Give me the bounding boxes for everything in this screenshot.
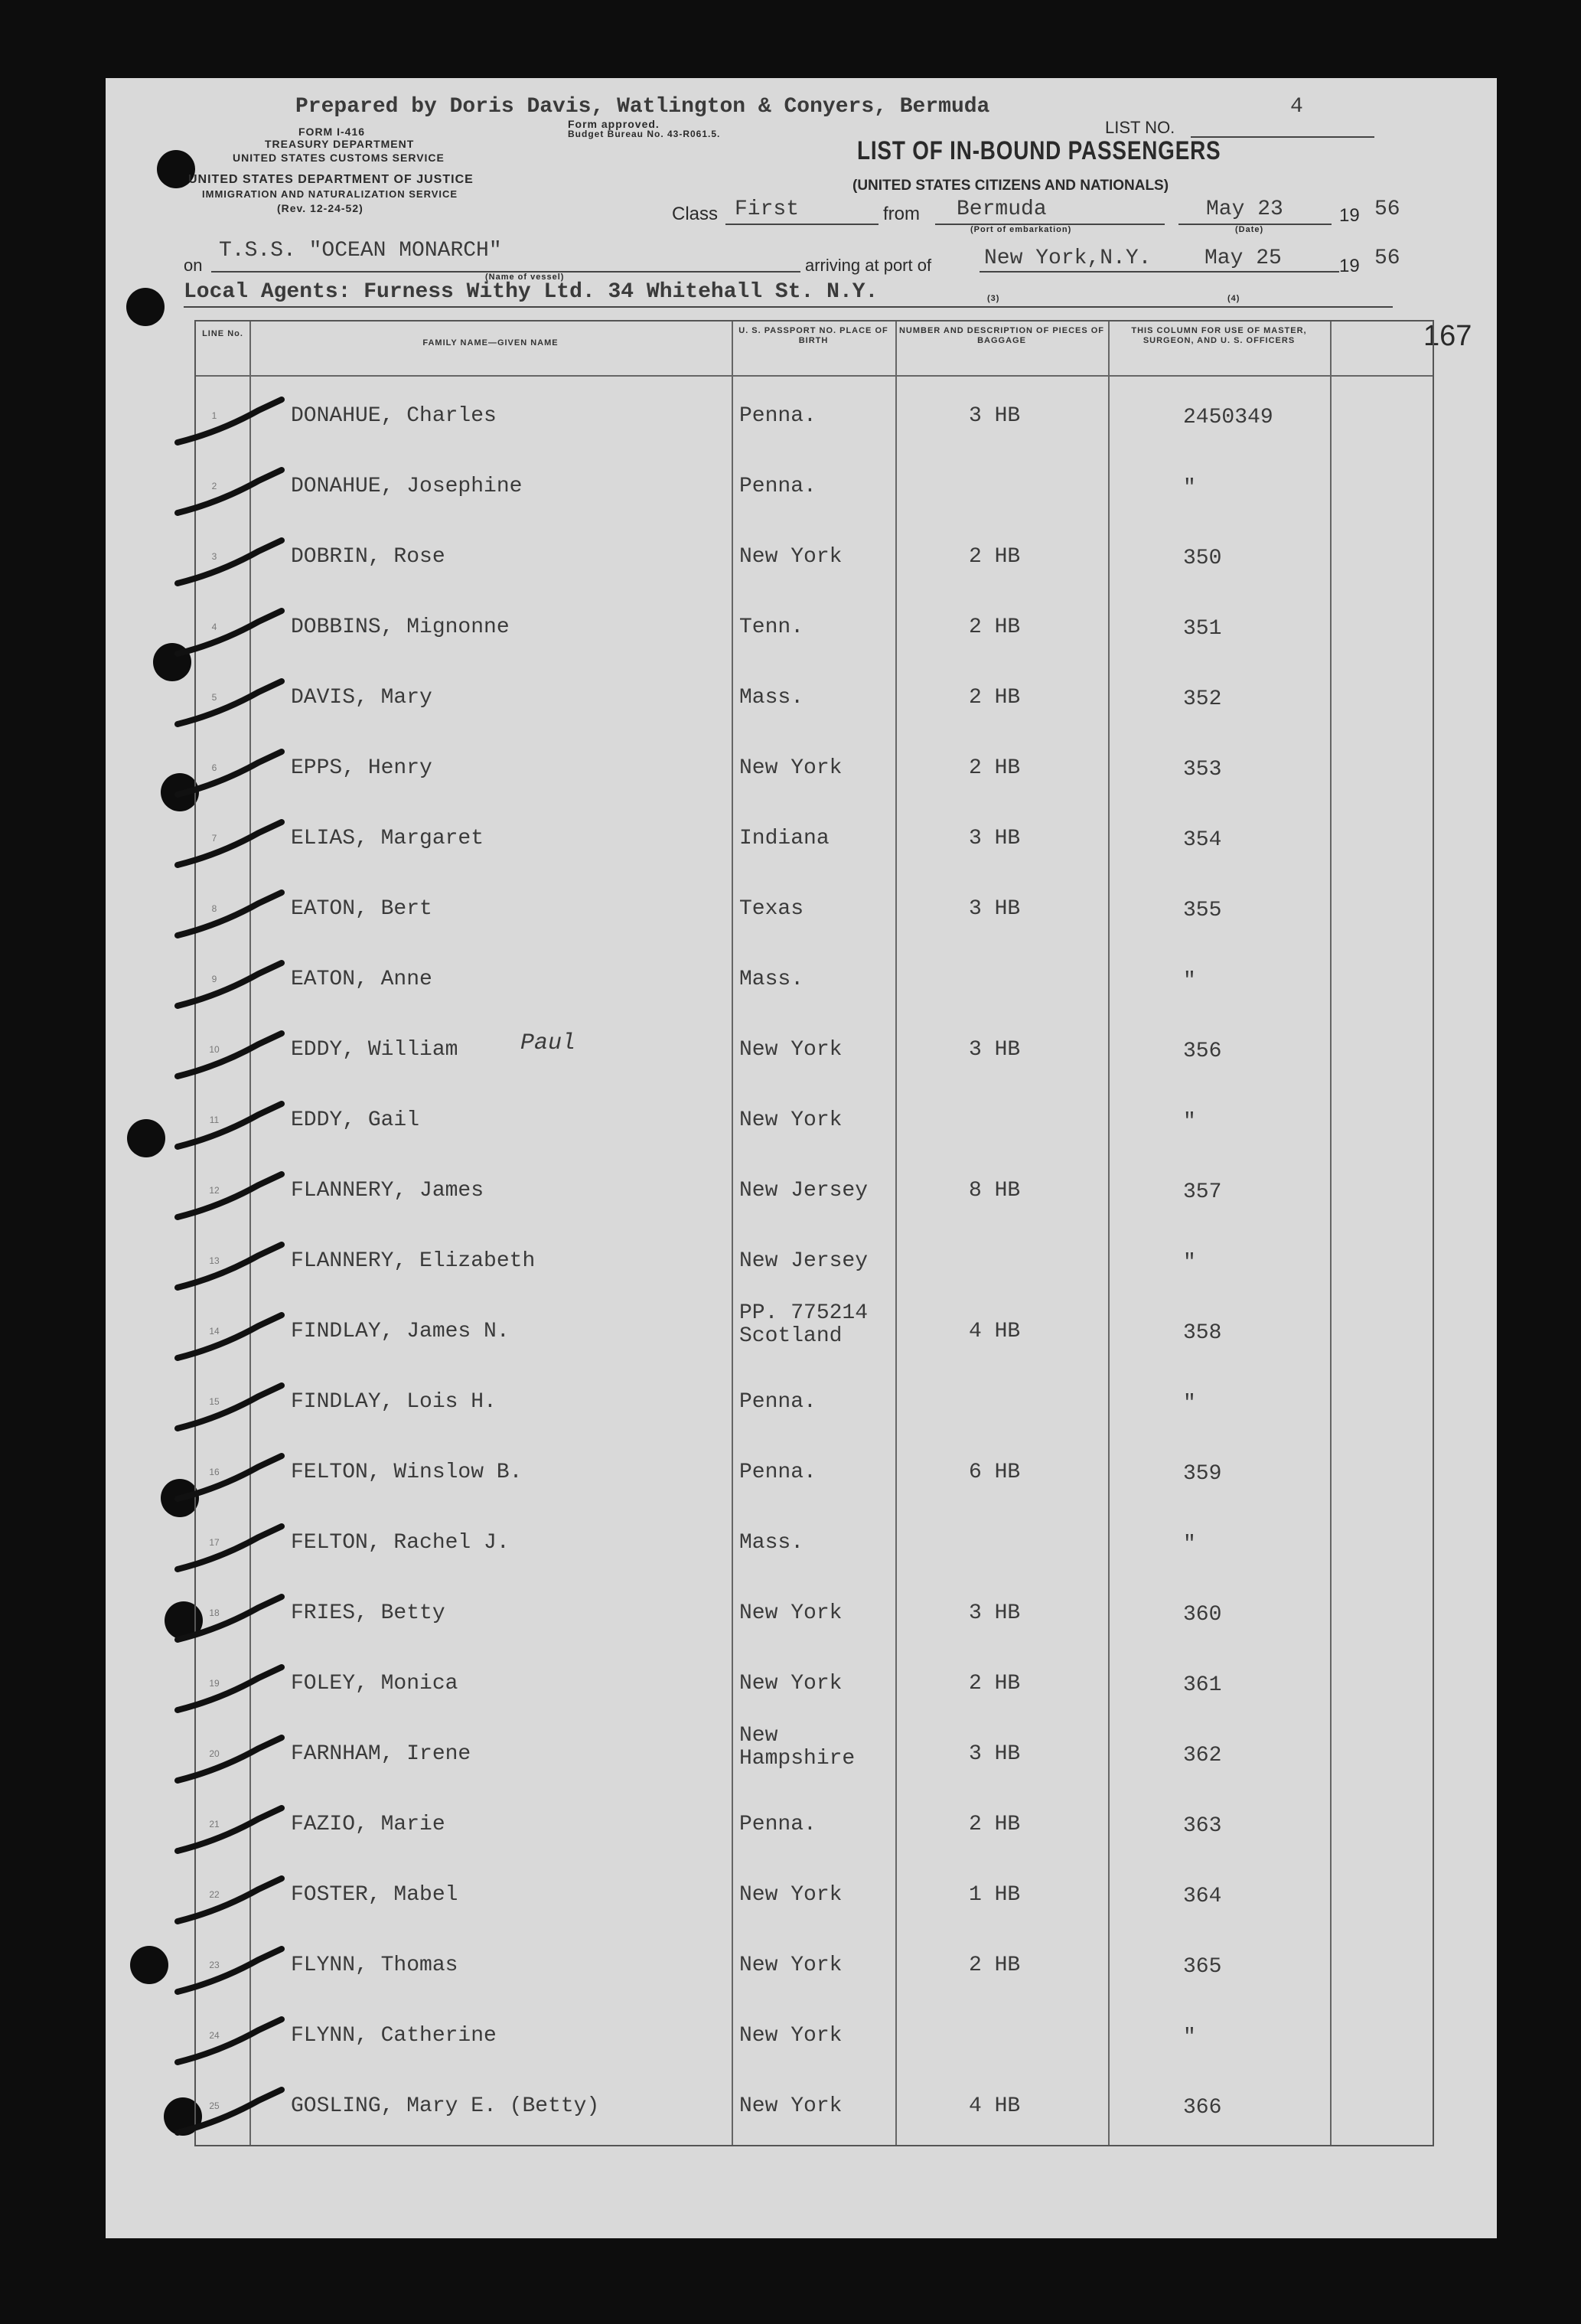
passenger-name: FINDLAY, Lois H. xyxy=(291,1390,497,1414)
line-number: 25 xyxy=(209,2100,220,2111)
place-of-birth: Tenn. xyxy=(739,615,804,639)
baggage: 2 HB xyxy=(969,686,1021,710)
baggage: 3 HB xyxy=(969,827,1021,850)
line-number: 12 xyxy=(209,1185,220,1196)
check-mark-icon xyxy=(174,1170,289,1223)
date-note: (Date) xyxy=(1235,225,1264,234)
list-no-label: LIST NO. xyxy=(1105,118,1175,137)
line-number: 2 xyxy=(211,481,217,491)
passenger-name: FAZIO, Marie xyxy=(291,1813,445,1836)
official-number: 356 xyxy=(1183,1040,1222,1063)
col-baggage: NUMBER AND DESCRIPTION OF PIECES OF BAGGAGE xyxy=(898,326,1105,345)
passenger-name: FOSTER, Mabel xyxy=(291,1883,458,1907)
table-row xyxy=(196,2065,1433,2136)
passenger-name: EATON, Anne xyxy=(291,968,432,991)
place-of-birth: New York xyxy=(739,1672,843,1696)
line-number: 6 xyxy=(211,762,217,773)
place-of-birth: Texas xyxy=(739,897,804,921)
table-row xyxy=(196,516,1433,586)
local-agents: Local Agents: Furness Withy Ltd. 34 Whitehall St. N.Y. xyxy=(184,280,879,304)
check-mark-icon xyxy=(174,606,289,660)
table-row xyxy=(196,1009,1433,1079)
arrival-port: New York,N.Y. xyxy=(984,246,1152,270)
document-subtitle: (UNITED STATES CITIZENS AND NATIONALS) xyxy=(852,178,1169,194)
passenger-name: FRIES, Betty xyxy=(291,1601,445,1625)
line-number: 24 xyxy=(209,2030,220,2041)
line-number: 21 xyxy=(209,1819,220,1829)
form-number: FORM I-416 xyxy=(298,126,366,138)
official-number: 353 xyxy=(1183,758,1222,782)
baggage: 6 HB xyxy=(969,1461,1021,1484)
vessel-note: (Name of vessel) xyxy=(485,273,565,282)
check-mark-icon xyxy=(174,395,289,449)
baggage: 4 HB xyxy=(969,2094,1021,2118)
justice-dept: UNITED STATES DEPARTMENT OF JUSTICE xyxy=(188,173,474,186)
place-of-birth: Penna. xyxy=(739,475,817,498)
table-row xyxy=(196,1150,1433,1220)
place-of-birth: New York xyxy=(739,545,843,569)
passenger-name: EDDY, Gail xyxy=(291,1108,420,1132)
table-row xyxy=(196,1291,1433,1361)
check-mark-icon xyxy=(174,2085,289,2139)
official-number: 365 xyxy=(1183,1955,1222,1979)
passenger-name: FLANNERY, Elizabeth xyxy=(291,1249,536,1273)
official-number: 351 xyxy=(1183,617,1222,641)
place-of-birth: Penna. xyxy=(739,1813,817,1836)
passenger-name: FOLEY, Monica xyxy=(291,1672,458,1696)
col-passport: U. S. PASSPORT NO. PLACE OF BIRTH xyxy=(738,326,888,345)
passenger-name: DOBBINS, Mignonne xyxy=(291,615,510,639)
punch-hole xyxy=(130,1946,168,1984)
place-of-birth: New York xyxy=(739,1108,843,1132)
official-number: 358 xyxy=(1183,1321,1222,1345)
arrival-date: May 25 xyxy=(1204,246,1282,270)
place-of-birth: Penna. xyxy=(739,1390,817,1414)
place-of-birth: Mass. xyxy=(739,968,804,991)
official-number: 354 xyxy=(1183,828,1222,852)
line-number: 16 xyxy=(209,1467,220,1477)
line-number: 14 xyxy=(209,1326,220,1337)
place-of-birth: New York xyxy=(739,2024,843,2048)
place-of-birth: New Jersey xyxy=(739,1179,869,1203)
check-mark-icon xyxy=(174,1451,289,1505)
list-no-value: 4 xyxy=(1290,95,1303,119)
passenger-name: ELIAS, Margaret xyxy=(291,827,484,850)
passenger-name: FLYNN, Thomas xyxy=(291,1954,458,1977)
line-number: 4 xyxy=(211,622,217,632)
line-number: 1 xyxy=(211,410,217,421)
line-number: 15 xyxy=(209,1396,220,1407)
official-number: " xyxy=(1183,1532,1196,1556)
vessel-name: T.S.S. "OCEAN MONARCH" xyxy=(219,239,502,263)
customs-service: UNITED STATES CUSTOMS SERVICE xyxy=(233,152,445,164)
table-row xyxy=(196,375,1433,446)
note-4: (4) xyxy=(1227,294,1240,303)
table-row xyxy=(196,1431,1433,1502)
note-3: (3) xyxy=(987,294,1000,303)
table-row xyxy=(196,868,1433,938)
passenger-name: FELTON, Winslow B. xyxy=(291,1461,523,1484)
official-number: " xyxy=(1183,1110,1196,1134)
prepared-by: Prepared by Doris Davis, Watlington & Conyers, Bermuda xyxy=(295,95,990,119)
official-number: 355 xyxy=(1183,899,1222,922)
punch-hole xyxy=(126,288,165,326)
passenger-name: DONAHUE, Charles xyxy=(291,404,497,428)
col-officials: THIS COLUMN FOR USE OF MASTER, SURGEON, AND U. S. OFFICERS xyxy=(1131,326,1307,345)
check-mark-icon xyxy=(174,1099,289,1153)
check-mark-icon xyxy=(174,536,289,589)
from-label: from xyxy=(883,204,920,224)
line-number: 13 xyxy=(209,1255,220,1266)
table-row xyxy=(196,1079,1433,1150)
line-number: 23 xyxy=(209,1960,220,1970)
line-number: 3 xyxy=(211,551,217,562)
table-row xyxy=(196,1784,1433,1854)
place-of-birth: New York xyxy=(739,1883,843,1907)
passenger-name: FELTON, Rachel J. xyxy=(291,1531,510,1555)
line-number: 7 xyxy=(211,833,217,844)
table-row xyxy=(196,657,1433,727)
official-number: " xyxy=(1183,1392,1196,1415)
arr-year-prefix: 19 xyxy=(1339,256,1360,276)
check-mark-icon xyxy=(174,1733,289,1787)
place-of-birth: New York xyxy=(739,756,843,780)
official-number: 2450349 xyxy=(1183,406,1273,429)
place-of-birth: Penna. xyxy=(739,404,817,428)
line-number: 8 xyxy=(211,903,217,914)
check-mark-icon xyxy=(174,1663,289,1716)
col-name: FAMILY NAME—GIVEN NAME xyxy=(422,338,559,348)
baggage: 2 HB xyxy=(969,1672,1021,1696)
check-mark-icon xyxy=(174,747,289,801)
baggage: 3 HB xyxy=(969,404,1021,428)
table-row xyxy=(196,938,1433,1009)
treasury-dept: TREASURY DEPARTMENT xyxy=(265,138,415,150)
from-value: Bermuda xyxy=(957,197,1047,221)
col-line-no: LINE No. xyxy=(202,329,243,338)
line-number: 5 xyxy=(211,692,217,703)
line-number: 22 xyxy=(209,1889,220,1900)
official-number: " xyxy=(1183,969,1196,993)
table-row xyxy=(196,798,1433,868)
official-number: 361 xyxy=(1183,1673,1222,1697)
official-number: 350 xyxy=(1183,547,1222,570)
place-of-birth-line2: Hampshire xyxy=(739,1747,856,1771)
passenger-name: DOBRIN, Rose xyxy=(291,545,445,569)
table-row xyxy=(196,1924,1433,1995)
passenger-name: FLANNERY, James xyxy=(291,1179,484,1203)
line-number: 17 xyxy=(209,1537,220,1548)
check-mark-icon xyxy=(174,1311,289,1364)
check-mark-icon xyxy=(174,1522,289,1575)
place-of-birth: New York xyxy=(739,1954,843,1977)
line-number: 9 xyxy=(211,974,217,984)
check-mark-icon xyxy=(174,818,289,871)
passenger-name: DAVIS, Mary xyxy=(291,686,432,710)
departure-date: May 23 xyxy=(1206,197,1283,221)
check-mark-icon xyxy=(174,465,289,519)
table-row xyxy=(196,1572,1433,1643)
revision-date: (Rev. 12-24-52) xyxy=(277,202,363,214)
place-of-birth: Mass. xyxy=(739,686,804,710)
check-mark-icon xyxy=(174,1874,289,1927)
passenger-name: EATON, Bert xyxy=(291,897,432,921)
official-number: " xyxy=(1183,2025,1196,2049)
place-of-birth: New York xyxy=(739,1601,843,1625)
check-mark-icon xyxy=(174,958,289,1012)
passenger-name: DONAHUE, Josephine xyxy=(291,475,523,498)
place-of-birth: New xyxy=(739,1724,778,1748)
table-row xyxy=(196,727,1433,798)
line-number: 18 xyxy=(209,1608,220,1618)
page-number: 167 xyxy=(1423,320,1472,352)
place-of-birth: New Jersey xyxy=(739,1249,869,1273)
check-mark-icon xyxy=(174,1381,289,1435)
table-row xyxy=(196,1220,1433,1291)
official-number: 362 xyxy=(1183,1744,1222,1767)
check-mark-icon xyxy=(174,677,289,730)
departure-year: 56 xyxy=(1374,197,1400,221)
budget-bureau: Budget Bureau No. 43-R061.5. xyxy=(568,129,721,139)
passenger-name: EDDY, William xyxy=(291,1038,458,1062)
official-number: 360 xyxy=(1183,1603,1222,1627)
line-number: 11 xyxy=(209,1115,220,1125)
passenger-name: FINDLAY, James N. xyxy=(291,1320,510,1343)
baggage: 2 HB xyxy=(969,545,1021,569)
place-of-birth: PP. 775214 xyxy=(739,1301,869,1325)
on-label: on xyxy=(184,256,203,275)
arriving-label: arriving at port of xyxy=(805,256,932,275)
official-number: 364 xyxy=(1183,1885,1222,1908)
port-embark-note: (Port of embarkation) xyxy=(970,225,1072,234)
handwritten-annotation: Paul xyxy=(520,1030,576,1056)
check-mark-icon xyxy=(174,1240,289,1294)
dep-year-prefix: 19 xyxy=(1339,205,1360,226)
form-approved: Form approved. xyxy=(568,118,660,130)
baggage: 2 HB xyxy=(969,1954,1021,1977)
ins-service: IMMIGRATION AND NATURALIZATION SERVICE xyxy=(202,188,458,200)
place-of-birth: New York xyxy=(739,2094,843,2118)
official-number: 366 xyxy=(1183,2096,1222,2120)
baggage: 3 HB xyxy=(969,1038,1021,1062)
official-number: " xyxy=(1183,1251,1196,1275)
baggage: 3 HB xyxy=(969,1742,1021,1766)
table-row xyxy=(196,446,1433,516)
baggage: 4 HB xyxy=(969,1320,1021,1343)
line-number: 10 xyxy=(209,1044,220,1055)
place-of-birth: New York xyxy=(739,1038,843,1062)
official-number: 363 xyxy=(1183,1814,1222,1838)
official-number: 352 xyxy=(1183,687,1222,711)
check-mark-icon xyxy=(174,2015,289,2068)
table-row xyxy=(196,1502,1433,1572)
place-of-birth-line2: Scotland xyxy=(739,1324,843,1348)
arrival-year: 56 xyxy=(1374,246,1400,270)
table-row xyxy=(196,1643,1433,1713)
table-row xyxy=(196,1713,1433,1784)
place-of-birth: Penna. xyxy=(739,1461,817,1484)
check-mark-icon xyxy=(174,1803,289,1857)
baggage: 1 HB xyxy=(969,1883,1021,1907)
class-value: First xyxy=(735,197,800,221)
place-of-birth: Mass. xyxy=(739,1531,804,1555)
place-of-birth: Indiana xyxy=(739,827,830,850)
table-row xyxy=(196,1995,1433,2065)
check-mark-icon xyxy=(174,888,289,942)
table-row xyxy=(196,586,1433,657)
line-number: 20 xyxy=(209,1748,220,1759)
document-title: LIST OF IN-BOUND PASSENGERS xyxy=(857,136,1221,165)
baggage: 3 HB xyxy=(969,1601,1021,1625)
official-number: " xyxy=(1183,476,1196,500)
passenger-name: FLYNN, Catherine xyxy=(291,2024,497,2048)
baggage: 2 HB xyxy=(969,1813,1021,1836)
class-label: Class xyxy=(672,204,719,224)
table-row xyxy=(196,1361,1433,1431)
baggage: 2 HB xyxy=(969,615,1021,639)
passenger-name: FARNHAM, Irene xyxy=(291,1742,471,1766)
passenger-name: EPPS, Henry xyxy=(291,756,432,780)
line-number: 19 xyxy=(209,1678,220,1689)
table-row xyxy=(196,1854,1433,1924)
baggage: 2 HB xyxy=(969,756,1021,780)
passenger-table xyxy=(194,320,1434,2146)
baggage: 8 HB xyxy=(969,1179,1021,1203)
check-mark-icon xyxy=(174,1944,289,1998)
official-number: 359 xyxy=(1183,1462,1222,1486)
baggage: 3 HB xyxy=(969,897,1021,921)
punch-hole xyxy=(127,1119,165,1157)
check-mark-icon xyxy=(174,1592,289,1646)
official-number: 357 xyxy=(1183,1180,1222,1204)
check-mark-icon xyxy=(174,1029,289,1082)
passenger-name: GOSLING, Mary E. (Betty) xyxy=(291,2094,600,2118)
